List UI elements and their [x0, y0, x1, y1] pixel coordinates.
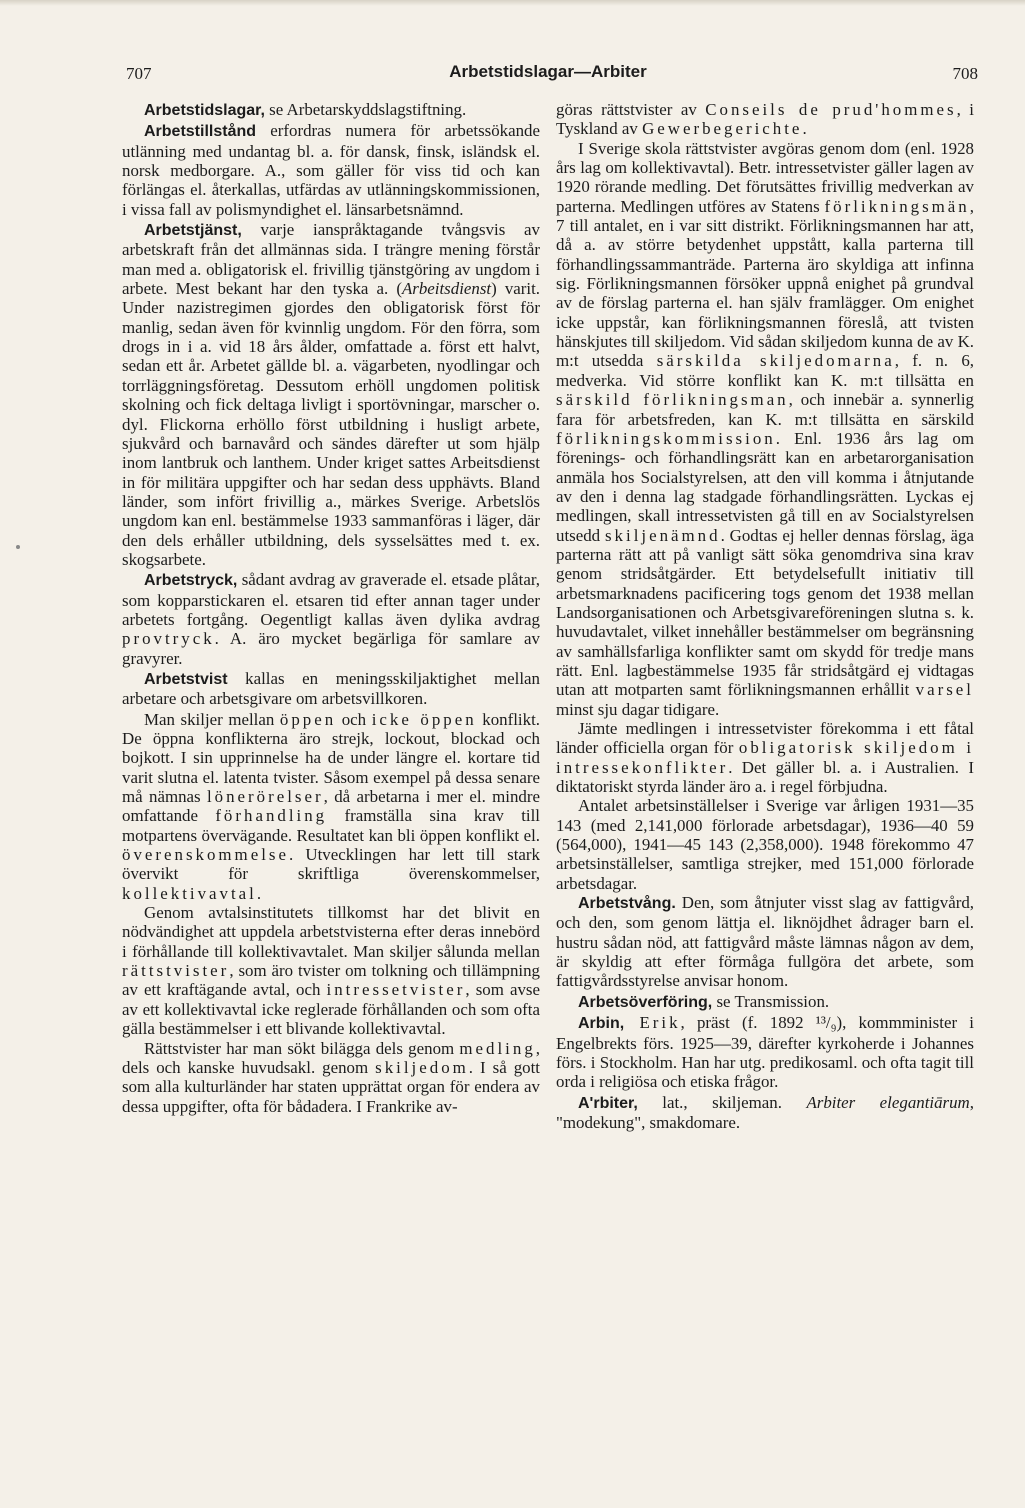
- entry-arbin: Arbin, Erik, präst (f. 1892 ¹³/₉), kommminister i Engelbrekts förs. 1925—39, därefter kyrkoherde i Johannes förs. i Stockholm. Han har utg. predikosaml. och ofta tagit till orda i religiösa och etiska frågor.: [556, 1013, 974, 1092]
- entry-arbetstillstand: Arbetstillstånd erfordras numera för arbetssökande utlänning med undantag bl. a. för dansk, finsk, isländsk el. norsk medborgare. A., som gäller för viss tid och kan förlängas el. återkallas, utfärdas av utlänningskommissionen, i vissa fall av polismyndighet el. länsarbetsnämnd.: [122, 121, 540, 219]
- paragraph-avtalsinstitut: Genom avtalsinstitutets tillkomst har det blivit en nödvändighet att uppdela arbetstvisterna efter deras innebörd i förhållande till kollektivavtalet. Man skiljer sålunda mellan rättstvister, som äro tvister om tolkning och tillämpning av ett kraftägande avtal, och intressetvister, som avse av ett kollektivavtal icke reglerade förhållanden och som ofta gälla bestämmelser i ett blivande kollektivavtal.: [122, 903, 540, 1039]
- headword: Arbin,: [578, 1015, 625, 1033]
- paragraph-rattstvister: Rättstvister har man sökt bilägga dels genom medling, dels och kanske huvudsakl. genom skiljedom. I så gott som alla kulturländer har staten upprättat organ för endera av dessa uppgifter, ofta för bådadera. I Frankrike av-: [122, 1038, 540, 1116]
- paragraph-sverige: I Sverige skola rättstvister avgöras genom dom (enl. 1928 års lag om kollektivavtal). Betr. intressetvister gäller lagen av 1920 rörande medling. Det förutsättes frivillig medverkan av parterna. Medlingen utföres av Statens förlikningsmän, 7 till antalet, en i var sitt distrikt. Förlikningsmannen har att, då a. av större betydenhet uppstått, kalla parterna till förhandlingssammanträde. Parterna äro skyldiga att infinna sig. Förlikningsmannen försöker uppnå enighet på grundval av de förslag parterna el. han själv framlägger. Om enighet icke uppstår, kan förlikningsmannen föreslå, att tvisten hänskjutes till skiljedom. Vid sådan skiljedom kunna de av K. m:t utsedda särskilda skiljedomarna, f. n. 6, medverka. Vid större konflikt kan K. m:t tillsätta en särskild förlikningsman, och innebär a. synnerlig fara för arbetsfreden, kan K. m:t tillsätta en särskild förlikningskommission. Enl. 1936 års lag om förenings- och förhandlingsrätt kan en arbetarorganisation anmäla hos Socialstyrelsen, att den vill komma i åtnjutande av den i denna lag stadgade förhandlingsrätten. Lyckas ej medlingen, skall intressetvisten gå till en av Socialstyrelsen utsedd skiljenämnd. Godtas ej heller dennas förslag, äga parterna rätt att på vanligt sätt söka genomdriva sina krav genom stridsåtgärder. Ett betydelsefullt initiativ till arbetsmarknadens pacificering togs genom det 1938 mellan Landsorganisationen och Arbetsgivareföreningen slutna s. k. huvudavtalet, vilket innehåller bestämmelser om begränsning av samhällsfarliga konflikter samt om skydd för tredje mans rätt. Enl. lagbestämmelse 1935 får stridsåtgärd ej vidtagas utan att motparten samt förlikningsmannen erhållit varsel minst sju dagar tidigare.: [556, 138, 974, 719]
- paragraph-continued: göras rättstvister av Conseils de prud'hommes, i Tyskland av Gewerbegerichte.: [556, 100, 974, 139]
- right-column: [556, 100, 974, 1133]
- margin-dot: [16, 545, 20, 549]
- entry-arbetstidslagar: Arbetstidslagar, se Arbetarskyddslagstiftning.: [144, 100, 467, 119]
- page-header: [118, 62, 978, 88]
- entry-arbetstjanst: Arbetstjänst, varje ianspråktagande tvångsvis av arbetskraft från det allmännas sida. I trängre mening förstår man med a. obligatorisk el. frivillig tjänstgöring av ungdom i arbete. Mest bekant har den tyska a. (Arbeitsdienst) varit. Under nazistregimen gjordes den obligatorisk först för manlig, sedan även för kvinnlig ungdom. För den förra, som drogs in i a. vid 18 års ålder, omfattade a. först ett halvt, sedan ett år. Arbetet gällde bl. a. vägarbeten, nyodlingar och torrläggningsföretag. Dessutom erhöll ungdomen politisk skolning och fick deltaga livligt i sportövningar, marscher o. dyl. Flickorna erhöllo först utbildning i husligt arbete, sjukvård och barnavård och sändes därefter ut som hjälp inom lantbruk och lanthem. Under kriget sattes Arbeitsdienst in för militära uppgifter och har sedan dess upphävts. Bland länder, som infört frivillig a., märkes Sverige. Arbetslös ungdom kan enl. bestämmelse 1933 sammanföras i läger, där den dels erhåller utbildning, dels sysselsättes med t. ex. skogsarbete.: [122, 220, 540, 569]
- headword: Arbetstjänst,: [144, 222, 242, 240]
- headword: Arbetstvist: [144, 670, 228, 688]
- headword: Arbetstidslagar,: [144, 102, 265, 119]
- left-column: [122, 100, 540, 1116]
- page-number-right: 708: [952, 64, 978, 83]
- paragraph-jamte: Jämte medlingen i intressetvister förekomma i ett fåtal länder officiella organ för obligatorisk skiljedom i intressekonflikter. Det gäller bl. a. i Australien. I diktatoriskt styrda länder äro a. i regel förbjudna.: [556, 719, 975, 797]
- running-head: Arbetstidslagar—Arbiter: [449, 62, 647, 81]
- headword: Arbetstvång.: [578, 895, 676, 913]
- paragraph-antalet: Antalet arbetsinställelser i Sverige var årligen 1931—35 143 (med 2,141,000 förlorade arbetsdagar), 1936—40 59 (564,000), 1941—45 143 (2,358,000). 1948 förekommo 47 arbetsinställelser, samtliga strejker, med 151,000 förlorade arbetsdagar.: [556, 796, 974, 893]
- headword: A'rbiter,: [578, 1094, 638, 1112]
- entry-arbetstvang: Arbetstvång. Den, som åtnjuter visst slag av fattigvård, och den, som genom lättja el. liknöjdhet ådrager barn el. hustru sådan nöd, att fattigvård måste lämnas någon av dem, är skyldig att efter förmåga fullgöra det arbete, som fattigvårdsstyrelse anvisar honom.: [556, 893, 974, 991]
- page-number-left: 707: [126, 64, 152, 83]
- page-top-edge: [0, 0, 1025, 6]
- headword: Arbetstryck,: [144, 572, 238, 590]
- paragraph-konflikt: Man skiljer mellan öppen och icke öppen konflikt. De öppna konflikterna äro strejk, lockout, blockad och bojkott. I sin upprinnelse ha de under längre el. kortare tid varit slutna el. latenta tvister. Såsom exempel på dessa senare må nämnas lönerörelser, då arbetarna i mer el. mindre omfattande förhandling framställa sina krav till motpartens övervägande. Resultatet kan bli öppen konflikt el. överenskommelse. Utvecklingen har lett till stark övervikt för skriftliga överenskommelser, kollektivavtal.: [122, 709, 541, 903]
- headword: Arbetstillstånd: [144, 123, 257, 141]
- entry-arbetstvist: Arbetstvist kallas en meningsskiljaktighet mellan arbetare och arbetsgivare om arbetsvillkoren.: [122, 668, 540, 709]
- headword: Arbetsöverföring,: [578, 993, 713, 1011]
- entry-arbetstryck: Arbetstryck, sådant avdrag av graverade el. etsade plåtar, som kopparstickaren el. etsaren tid efter annan tager under arbetets fortgång. Oegentligt kallas även dylika avdrag provtryck. A. äro mycket begärliga för samlare av gravyrer.: [122, 570, 540, 668]
- entry-arbiter: A'rbiter, lat., skiljeman. Arbiter elegantiārum, "modekung", smakdomare.: [556, 1092, 974, 1132]
- entry-arbetsoverforing: Arbetsöverföring, se Transmission.: [578, 991, 830, 1011]
